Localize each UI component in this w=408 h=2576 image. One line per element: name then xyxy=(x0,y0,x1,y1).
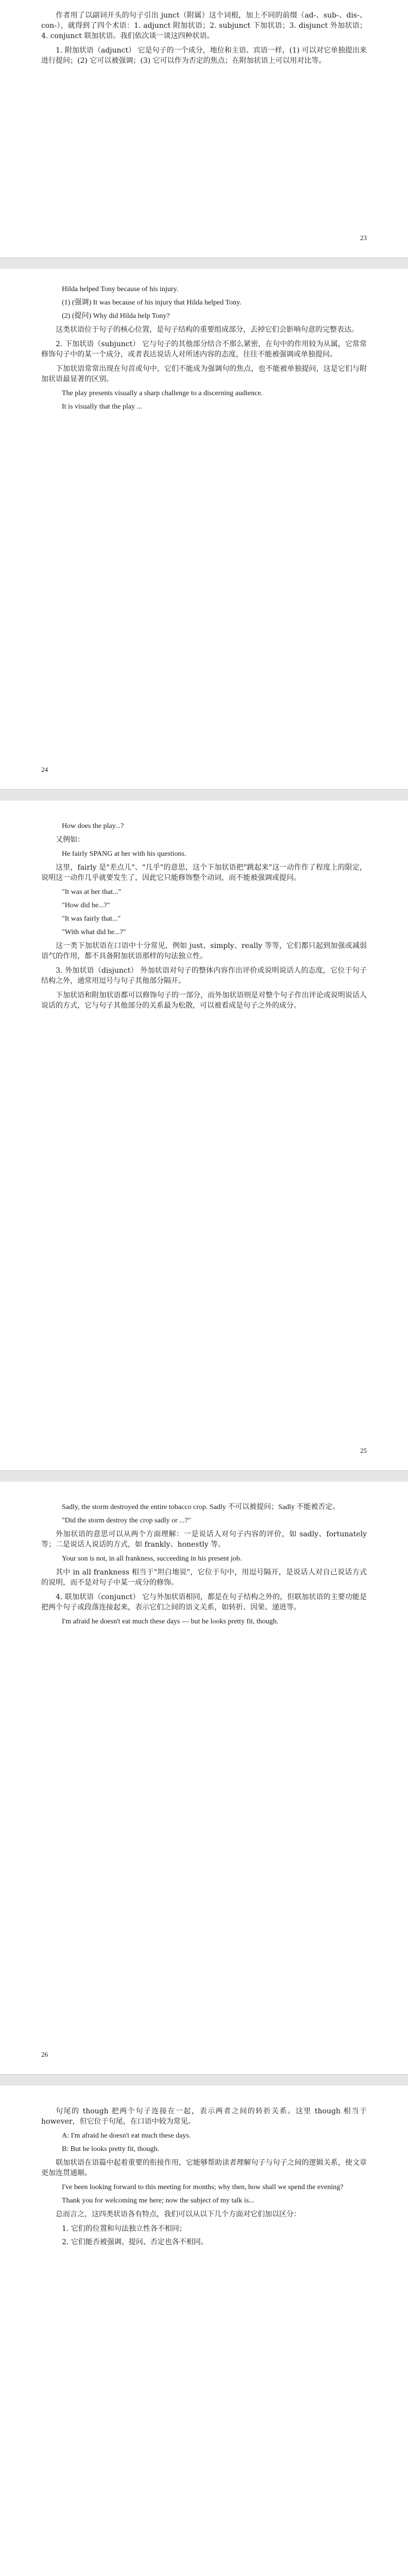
example-sentence: B: But he looks pretty fit, though. xyxy=(62,2145,159,2153)
example-sentence: "It was at her that..." xyxy=(62,888,122,896)
page-27 xyxy=(0,2086,408,2576)
example-sentence: "It was fairly that..." xyxy=(62,915,121,923)
paragraph: 2. 下加状语（subjunct） 它与句子的其他部分结合不那么紧密，在句中的作用较为从属，它常常修饰句子中的某一个成分，或者表达说话人对所述内容的态度，往往不能被强调或单独提问。 xyxy=(41,340,367,359)
paragraph: 其中 in all frankness 相当于"坦白地说"，它位于句中，用逗号隔开，是说话人对自己说话方式的说明，而不是对句子中某一成分的修饰。 xyxy=(41,1568,367,1587)
example-sentence: A: I'm afraid he doesn't eat much these days. xyxy=(62,2132,191,2140)
paragraph: 作者用了以副词开头的句子引出 junct（附属）这个词根，加上不同的前缀（ad-、sub-、dis-、con-），就得到了四个术语：1. adjunct 附加状语；2. subjunct 下加状语；3. disjunct 外加状语；4. conjunct 联加状语。我们依次谈一谈这四种状语。 xyxy=(41,11,367,40)
page-26 xyxy=(0,1482,408,2074)
paragraph: 下加状语常常出现在句首或句中，它们不能成为强调句的焦点，也不能被单独提问，这是它们与附加状语最显著的区别。 xyxy=(41,365,367,383)
example-sentence: "With what did he...?" xyxy=(62,928,126,936)
page-divider xyxy=(0,2074,408,2087)
example-sentence: (2) (提问) Why did Hilda help Tony? xyxy=(62,312,170,320)
page-23 xyxy=(0,0,408,258)
paragraph: 3. 外加状语（disjunct） 外加状语对句子的整体内容作出评价或说明说话人的态度，它位于句子结构之外，通常用逗号与句子其他部分隔开。 xyxy=(41,967,367,985)
example-sentence: I'm afraid he doesn't eat much these days — but he looks pretty fit, though. xyxy=(62,1618,279,1625)
paragraph: 又例如： xyxy=(56,836,84,844)
page-divider xyxy=(0,1470,408,1483)
paragraph: 这类状语位于句子的核心位置，是句子结构的重要组成部分，去掉它们会影响句意的完整表达。 xyxy=(56,326,359,334)
example-sentence: "How did he...?" xyxy=(62,902,110,909)
page-number: 24 xyxy=(41,766,48,773)
page-number: 25 xyxy=(360,1447,367,1454)
example-sentence: (1) (强调) It was because of his injury that Hilda helped Tony. xyxy=(62,299,242,307)
paragraph: 下加状语和附加状语都可以修饰句子的一部分，而外加状语则是对整个句子作出评论或说明说话人说话的方式，它与句子其他部分的关系最为松散，可以被看成是句子之外的成分。 xyxy=(41,991,367,1010)
example-sentence: I've been looking forward to this meeting for months; why then, how shall we spend the evening? xyxy=(62,2183,344,2191)
example-sentence: "Did the storm destroy the crop sadly or ...?" xyxy=(62,1517,191,1524)
paragraph: 外加状语的意思可以从两个方面理解：一是说话人对句子内容的评价，如 sadly、fortunately 等；二是说话人说话的方式，如 frankly、honestly 等。 xyxy=(41,1530,367,1549)
page-number: 23 xyxy=(360,234,367,242)
example-sentence: The play presents visually a sharp challenge to a discerning audience. xyxy=(62,389,263,397)
page-divider xyxy=(0,258,408,270)
example-sentence: Hilda helped Tony because of his injury. xyxy=(62,285,179,293)
page-number: 26 xyxy=(41,2050,48,2058)
paragraph: 句尾的 though 把两个句子连接在一起，表示两者之间的转折关系。这里 though 相当于 however，但它位于句尾，在口语中较为常见。 xyxy=(41,2107,367,2126)
page-24 xyxy=(0,269,408,789)
paragraph: 这一类下加状语在口语中十分常见，例如 just、simply、really 等等，它们都只起到加强或减弱语气的作用，都不具备附加状语那样的句法独立性。 xyxy=(41,942,367,960)
list-item: 2. 它们能否被强调、提问、否定也各不相同。 xyxy=(62,2238,208,2246)
paragraph: 联加状语在语篇中起着重要的衔接作用，它能够帮助读者理解句子与句子之间的逻辑关系，使文章更加连贯通顺。 xyxy=(41,2159,367,2177)
paragraph: 这里，fairly 是"差点儿"、"几乎"的意思，这个下加状语把"跳起来"这一动作作了程度上的限定，说明这一动作几乎就要发生了，因此它只能修饰整个动词，而不能被强调或提问。 xyxy=(41,863,367,882)
example-sentence: Your son is not, in all frankness, succeeding in his present job. xyxy=(62,1555,242,1563)
paragraph: 1. 附加状语（adjunct） 它是句子的一个成分，地位和主语、宾语一样，(1) 可以对它单独提出来进行提问；(2) 它可以被强调；(3) 它可以作为否定的焦点；在附加状语上可以用对比等。 xyxy=(41,46,367,65)
example-sentence: He fairly SPANG at her with his questions. xyxy=(62,850,186,858)
example-sentence: Sadly, the storm destroyed the entire tobacco crop. Sadly 不可以被提问；Sadly 不能被否定。 xyxy=(62,1503,340,1511)
example-sentence: Thank you for welcoming me here; now the subject of my talk is... xyxy=(62,2197,254,2205)
page-divider xyxy=(0,789,408,802)
list-item: 1. 它们的位置和句法独立性各不相同； xyxy=(62,2225,186,2233)
paragraph: 4. 联加状语（conjunct） 它与外加状语相同，都是在句子结构之外的，但联加状语的主要功能是把两个句子或段落连接起来，表示它们之间的语义关系，如转折、因果、递进等。 xyxy=(41,1593,367,1612)
page-25 xyxy=(0,801,408,1470)
example-sentence: It is visually that the play ... xyxy=(62,403,142,411)
paragraph: 总而言之，这四类状语各有特点，我们可以从以下几个方面对它们加以区分： xyxy=(56,2210,301,2218)
example-sentence: How does the play...? xyxy=(62,822,124,830)
